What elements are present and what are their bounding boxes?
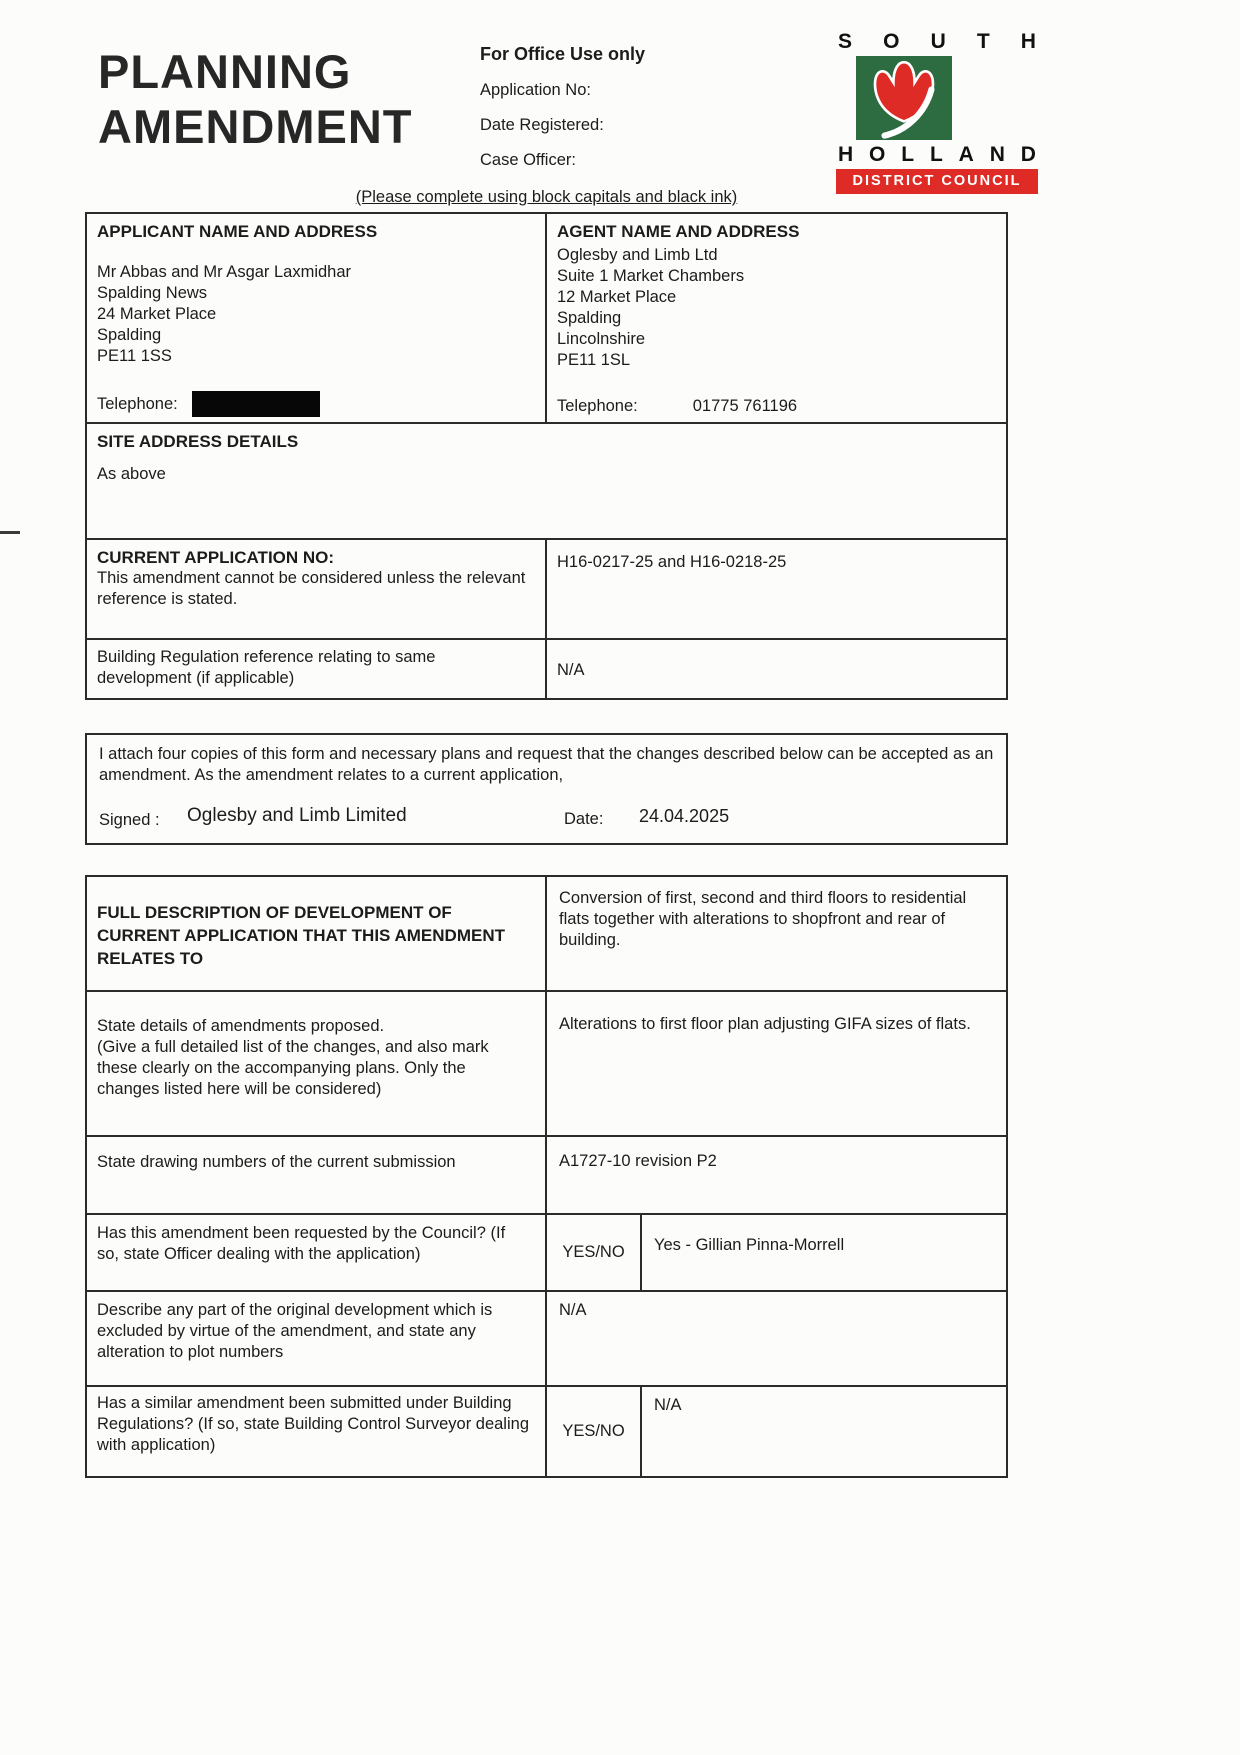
current-application-question (87, 540, 547, 638)
office-use-block (480, 44, 645, 185)
signed-label: Signed : (99, 811, 160, 829)
redacted-telephone-value (192, 391, 320, 417)
agent-telephone-row (557, 396, 996, 417)
address-line: Spalding (97, 326, 162, 344)
yesno-requested-by-council: YES/NO (547, 1215, 642, 1290)
applicant-address (97, 262, 535, 367)
agent-cell (547, 214, 1006, 422)
telephone-label: Telephone: (97, 394, 178, 413)
case-officer-label: Case Officer: (480, 151, 576, 169)
building-regulation-answer: N/A (557, 661, 585, 679)
date-registered-label: Date Registered: (480, 116, 604, 134)
logo-letter: U (930, 30, 946, 53)
office-use-heading: For Office Use only (480, 44, 646, 64)
answer-amendment-details: Alterations to first floor plan adjusting GIFA sizes of flats. (559, 1015, 971, 1033)
address-line: 12 Market Place (557, 288, 677, 306)
address-line: PE11 1SS (97, 347, 172, 365)
address-line: Suite 1 Market Chambers (557, 267, 745, 285)
question-requested-by-council: Has this amendment been requested by the Council? (If so, state Officer dealing with the application) (87, 1215, 547, 1290)
answer-requested-by-council: Yes - Gillian Pinna-Morrell (654, 1236, 845, 1254)
agent-telephone-value: 01775 761196 (692, 397, 798, 415)
applicant-cell (87, 214, 547, 422)
row-amendment-details (87, 990, 1006, 1135)
address-line: Spalding News (97, 284, 208, 302)
address-line: Lincolnshire (557, 330, 646, 348)
page-title (98, 44, 412, 154)
signature-row (87, 805, 1006, 833)
logo-letter: A (958, 143, 974, 166)
signed-value: Oglesby and Limb Limited (187, 805, 407, 826)
logo-letter: O (883, 30, 900, 53)
yesno-building-regs-amendment: YES/NO (547, 1387, 642, 1476)
logo-letter: O (869, 143, 886, 166)
logo-emblem (836, 56, 1038, 140)
logo-letter: L (901, 143, 915, 166)
address-line: PE11 1SL (557, 351, 631, 369)
current-application-note: This amendment cannot be considered unless the relevant reference is stated. (97, 569, 526, 608)
amendment-details-table (85, 875, 1008, 1478)
logo-letter: T (976, 30, 990, 53)
address-line: 24 Market Place (97, 305, 217, 323)
declaration-text: I attach four copies of this form and necessary plans and request that the changes described below can be accepted as an amendment. As the amendment relates to a current application, (99, 745, 994, 784)
application-no-label: Application No: (480, 81, 591, 99)
agent-heading: AGENT NAME AND ADDRESS (557, 222, 800, 241)
current-application-heading: CURRENT APPLICATION NO: (97, 548, 335, 567)
telephone-label: Telephone: (557, 397, 638, 415)
row-drawing-numbers (87, 1135, 1006, 1213)
tulip-icon (856, 56, 952, 140)
page-title-line2: AMENDMENT (98, 100, 413, 153)
row-requested-by-council (87, 1213, 1006, 1290)
question-text: State details of amendments proposed. (97, 1017, 385, 1035)
date-label: Date: (564, 810, 604, 828)
logo-letter: H (1020, 30, 1036, 53)
logo-word-holland (836, 143, 1038, 166)
current-application-row (85, 540, 1008, 640)
council-logo (836, 30, 1038, 194)
logo-letter: D (1020, 143, 1036, 166)
building-regulation-question: Building Regulation reference relating to same development (if applicable) (87, 640, 547, 698)
date-value: 24.04.2025 (639, 806, 730, 826)
question-subtext: (Give a full detailed list of the changes, and also mark these clearly on the accompanying plans. Only the changes listed here will be considered) (97, 1038, 489, 1098)
building-regulation-row (85, 640, 1008, 700)
agent-address (557, 245, 996, 371)
row-full-description (87, 877, 1006, 990)
logo-letter: N (989, 143, 1005, 166)
applicant-agent-table (85, 212, 1008, 424)
address-line: Oglesby and Limb Ltd (557, 246, 718, 264)
declaration-section (85, 733, 1008, 845)
logo-word-south (836, 30, 1038, 53)
scan-artifact-line (0, 531, 20, 534)
answer-excluded-development: N/A (559, 1301, 587, 1319)
site-address-value: As above (97, 465, 166, 483)
address-line: Spalding (557, 309, 622, 327)
question-full-description: FULL DESCRIPTION OF DEVELOPMENT OF CURRENT APPLICATION THAT THIS AMENDMENT RELATES TO (87, 877, 547, 990)
logo-letter: H (838, 143, 854, 166)
page-title-line1: PLANNING (98, 45, 352, 98)
logo-banner: DISTRICT COUNCIL (836, 169, 1038, 194)
question-drawing-numbers: State drawing numbers of the current submission (87, 1137, 547, 1213)
instruction-line: (Please complete using block capitals and black ink) (355, 188, 738, 206)
site-address-heading: SITE ADDRESS DETAILS (97, 432, 299, 451)
answer-drawing-numbers: A1727-10 revision P2 (559, 1152, 717, 1170)
row-building-regs-amendment (87, 1385, 1006, 1476)
address-line: Mr Abbas and Mr Asgar Laxmidhar (97, 263, 352, 281)
question-amendment-details (87, 992, 547, 1135)
applicant-telephone-row (97, 391, 535, 417)
current-application-answer: H16-0217-25 and H16-0218-25 (557, 553, 787, 571)
question-building-regs-amendment: Has a similar amendment been submitted under Building Regulations? (If so, state Building Control Surveyor dealing with application) (87, 1387, 547, 1476)
logo-letter: S (838, 30, 853, 53)
question-excluded-development: Describe any part of the original development which is excluded by virtue of the amendment, and state any alteration to plot numbers (87, 1292, 547, 1385)
row-excluded-development (87, 1290, 1006, 1385)
logo-letter: L (929, 143, 943, 166)
applicant-heading: APPLICANT NAME AND ADDRESS (97, 222, 378, 241)
answer-building-regs-amendment: N/A (654, 1396, 682, 1414)
answer-full-description: Conversion of first, second and third floors to residential flats together with alterations to shopfront and rear of building. (559, 889, 967, 949)
site-address-section (85, 424, 1008, 540)
